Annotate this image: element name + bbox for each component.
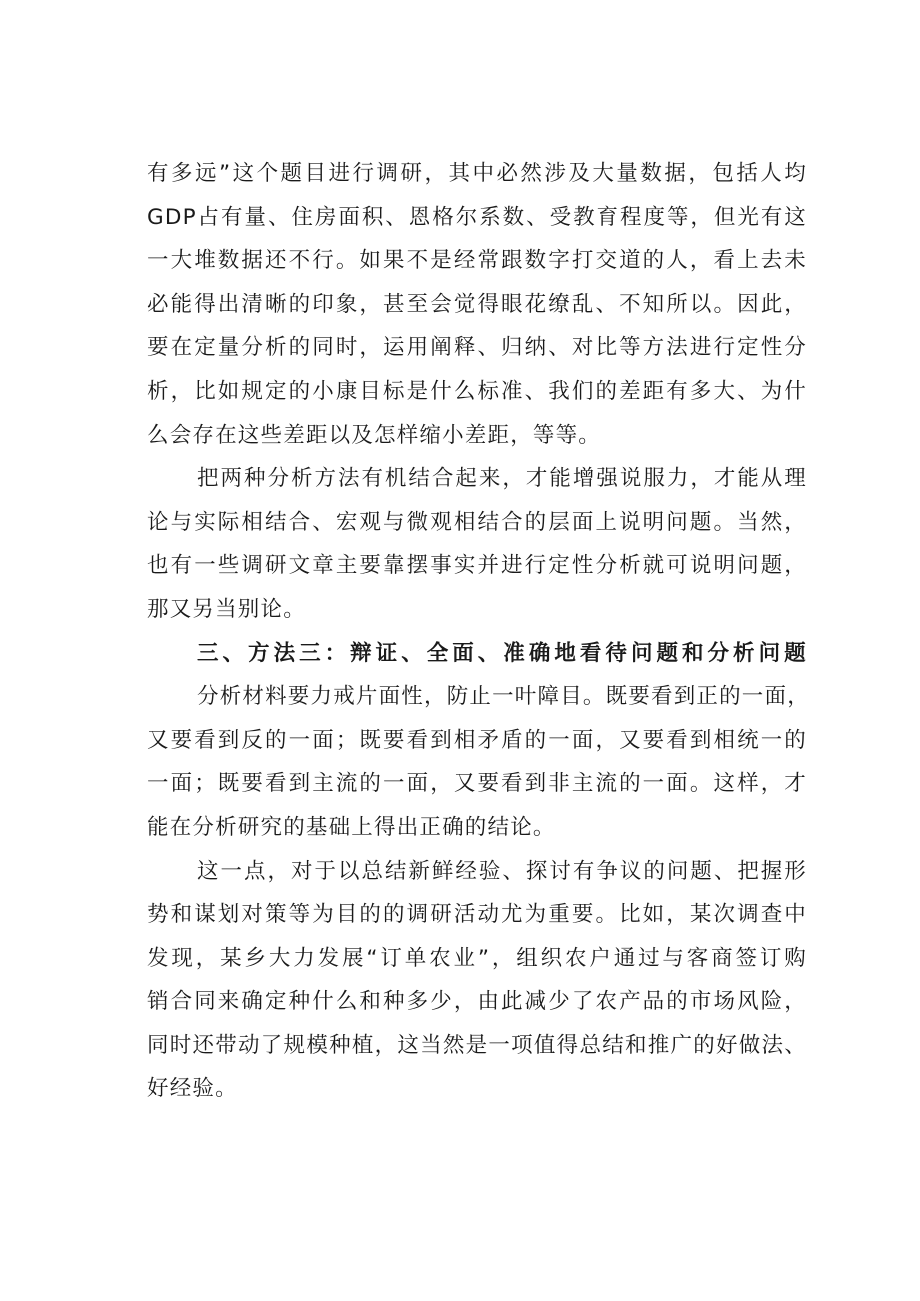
paragraph-4 [147, 850, 807, 1112]
text-line: 论与实际相结合、宏观与微观相结合的层面上说明问题。当然， [147, 509, 807, 535]
text-line: 又要看到反的一面；既要看到相矛盾的一面，又要看到相统一的 [147, 727, 807, 753]
text-line: GDP占有量、住房面积、恩格尔系数、受教育程度等，但光有这 [147, 204, 807, 230]
body-text [147, 152, 810, 1111]
text-line: 这一点，对于以总结新鲜经验、探讨有争议的问题、把握形 [197, 858, 807, 884]
text-line: 发现，某乡大力发展“订单农业”，组织农户通过与客商签订购 [147, 945, 807, 971]
text-line: 势和谋划对策等为目的的调研活动尤为重要。比如，某次调查中 [147, 902, 807, 928]
text-line: 一大堆数据还不行。如果不是经常跟数字打交道的人，看上去未 [147, 248, 807, 274]
text-line: 把两种分析方法有机结合起来，才能增强说服力，才能从理 [197, 466, 807, 492]
text-line: 分析材料要力戒片面性，防止一叶障目。既要看到正的一面， [197, 684, 810, 710]
text-line: 销合同来确定种什么和种多少，由此减少了农产品的市场风险， [147, 989, 807, 1015]
paragraph-2 [147, 457, 807, 631]
section-heading: 三、方法三：辩证、全面、准确地看待问题和分析问题 [197, 640, 807, 666]
text-line: 也有一些调研文章主要靠摆事实并进行定性分析就可说明问题， [147, 553, 807, 579]
paragraph-1 [147, 152, 807, 457]
text-line: 要在定量分析的同时，运用阐释、归纳、对比等方法进行定性分 [147, 335, 807, 361]
paragraph-3 [147, 675, 810, 849]
text-line: 那又另当别论。 [147, 596, 306, 622]
text-line: 有多远”这个题目进行调研，其中必然涉及大量数据，包括人均 [147, 161, 807, 186]
text-line: 一面；既要看到主流的一面，又要看到非主流的一面。这样，才 [147, 771, 807, 797]
text-line: 么会存在这些差距以及怎样缩小差距，等等。 [147, 422, 602, 448]
text-line: 好经验。 [147, 1076, 238, 1102]
text-line: 同时还带动了规模种植，这当然是一项值得总结和推广的好做法、 [147, 1032, 807, 1058]
text-line: 必能得出清晰的印象，甚至会觉得眼花缭乱、不知所以。因此， [147, 291, 807, 317]
section-heading-3 [147, 632, 807, 676]
text-line: 析，比如规定的小康目标是什么标准、我们的差距有多大、为什 [147, 378, 807, 404]
text-line: 能在分析研究的基础上得出正确的结论。 [147, 814, 556, 840]
